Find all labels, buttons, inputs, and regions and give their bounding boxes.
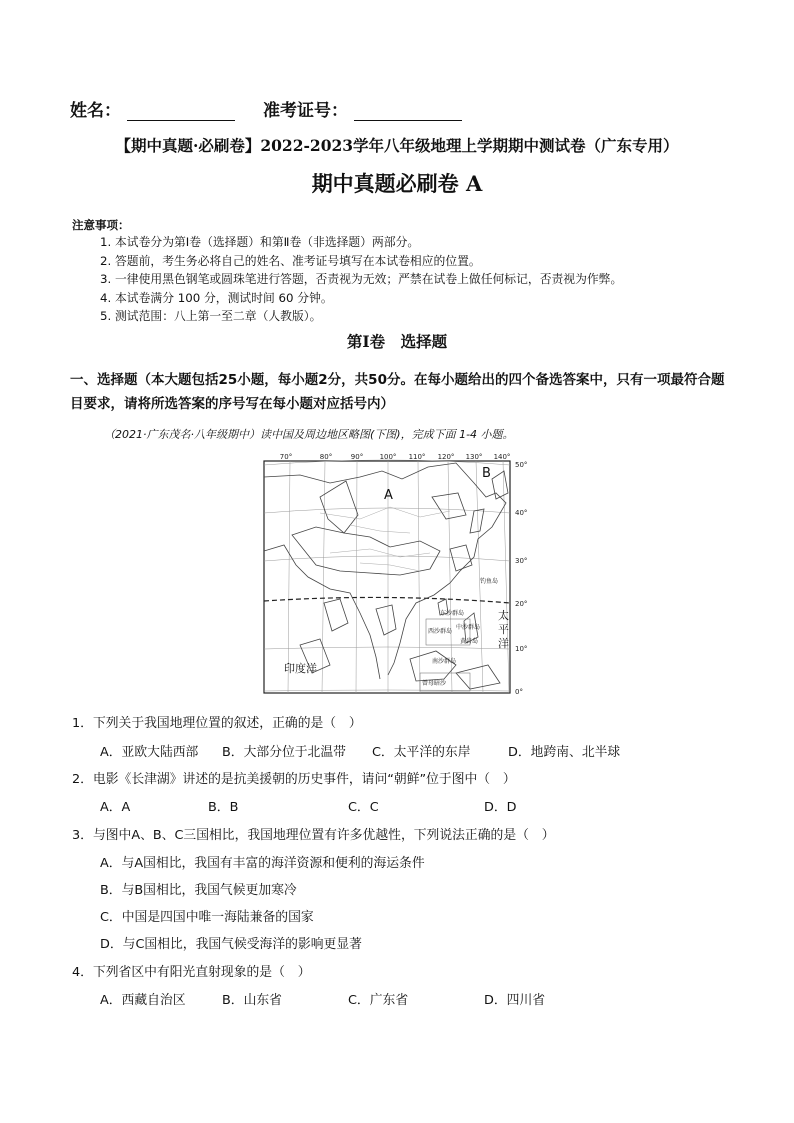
pacific-label: 平: [498, 623, 509, 636]
lat-label: 20°: [515, 600, 528, 608]
option-b[interactable]: B．大部分位于北温带: [222, 745, 346, 760]
notice-item: 2. 答题前，考生务必将自己的姓名、准考证号填写在本试卷相应的位置。: [100, 253, 481, 268]
island-label: 南沙群岛: [432, 658, 457, 665]
option-d[interactable]: D．地跨南、北半球: [508, 745, 621, 760]
lat-label: 50°: [515, 461, 528, 469]
question-1-stem: 1．下列关于我国地理位置的叙述，正确的是（ ）: [72, 716, 362, 731]
island-label: 黄岩岛: [460, 638, 479, 645]
notice-item: 4. 本试卷满分 100 分，测试时间 60 分钟。: [100, 290, 333, 305]
notice-item: 1. 本试卷分为第Ⅰ卷（选择题）和第Ⅱ卷（非选择题）两部分。: [100, 235, 420, 249]
option-b[interactable]: B．山东省: [222, 993, 282, 1008]
name-label: 姓名：: [70, 101, 121, 121]
option-a[interactable]: A．亚欧大陆西部: [100, 745, 199, 760]
paper-title: 期中真题必刷卷 A: [311, 171, 483, 196]
exam-no-label: 准考证号：: [263, 101, 348, 121]
option-d[interactable]: D．与C国相比，我国气候受海洋的影响更显著: [100, 937, 362, 952]
lat-label: 40°: [515, 509, 528, 517]
lon-label: 100°: [379, 453, 397, 461]
candidate-info-row: [70, 96, 468, 121]
section-heading: 一、选择题（本大题包括25小题，每小题2分，共50分。在每小题给出的四个备选答案中，只有一项最符合题目要求，请将所选答案的序号写在每小题对应括号内）: [70, 372, 725, 412]
question-intro: （2021·广东茂名·八年级期中）读中国及周边地区略图(下图)，完成下面 1-4 小题。: [104, 428, 514, 441]
option-a[interactable]: A．与A国相比，我国有丰富的海洋资源和便利的海运条件: [100, 856, 425, 871]
question-4-options: [100, 989, 740, 1009]
lat-label: 10°: [515, 645, 528, 653]
lon-label: 70°: [279, 453, 293, 461]
china-map: [260, 453, 534, 699]
notice-item: 5. 测试范围：八上第一至二章（人教版）。: [100, 309, 322, 324]
option-b[interactable]: B．与B国相比，我国气候更加寒冷: [100, 883, 297, 898]
question-2-options: [100, 796, 740, 816]
island-label: 东沙群岛: [440, 610, 465, 617]
map-letter-a: A: [384, 488, 393, 503]
option-a[interactable]: A．西藏自治区: [100, 993, 186, 1008]
option-d[interactable]: D．D: [484, 800, 517, 815]
question-3-stem: 3．与图中A、B、C三国相比，我国地理位置有许多优越性，下列说法正确的是（ ）: [72, 828, 555, 843]
question-2-stem: 2．电影《长津湖》讲述的是抗美援朝的历史事件，请问“朝鲜”位于图中（ ）: [72, 772, 516, 787]
lon-label: 120°: [437, 453, 455, 461]
lon-label: 90°: [350, 453, 364, 461]
option-d[interactable]: D．四川省: [484, 993, 546, 1008]
island-label: 曾母暗沙: [422, 680, 447, 687]
exam-no-blank[interactable]: [354, 102, 462, 121]
notice-item: 3. 一律使用黑色钢笔或圆珠笔进行答题，否责视为无效；严禁在试卷上做任何标记，否责视为作弊。: [100, 272, 623, 287]
option-c[interactable]: C．中国是四国中唯一海陆兼备的国家: [100, 910, 314, 925]
lon-label: 130°: [465, 453, 483, 461]
pacific-label: 洋: [498, 637, 509, 650]
option-b[interactable]: B．B: [208, 800, 239, 815]
lat-label: 0°: [515, 688, 523, 696]
exam-header: 【期中真题·必刷卷】2022-2023学年八年级地理上学期期中测试卷（广东专用）: [115, 136, 679, 155]
island-label: 中沙群岛: [456, 624, 481, 631]
lon-label: 140°: [493, 453, 511, 461]
option-c[interactable]: C．太平洋的东岸: [372, 745, 471, 760]
notice-list: [100, 233, 622, 326]
lon-label: 110°: [408, 453, 426, 461]
lat-label: 30°: [515, 557, 528, 565]
volume-title: 第Ⅰ卷 选择题: [346, 332, 448, 351]
question-1-options: [100, 741, 740, 761]
question-4-stem: 4．下列省区中有阳光直射现象的是（ ）: [72, 965, 311, 980]
option-a[interactable]: A．A: [100, 800, 131, 815]
indian-ocean-label: 印度洋: [284, 662, 317, 675]
island-label: 西沙群岛: [428, 628, 453, 635]
map-letter-b: B: [482, 466, 491, 481]
pacific-label: 太: [498, 609, 509, 622]
lon-label: 80°: [319, 453, 333, 461]
name-blank[interactable]: [127, 102, 235, 121]
notice-title: 注意事项：: [72, 218, 130, 232]
option-c[interactable]: C．广东省: [348, 993, 409, 1008]
island-label: 钓鱼岛: [480, 578, 499, 585]
option-c[interactable]: C．C: [348, 800, 379, 815]
